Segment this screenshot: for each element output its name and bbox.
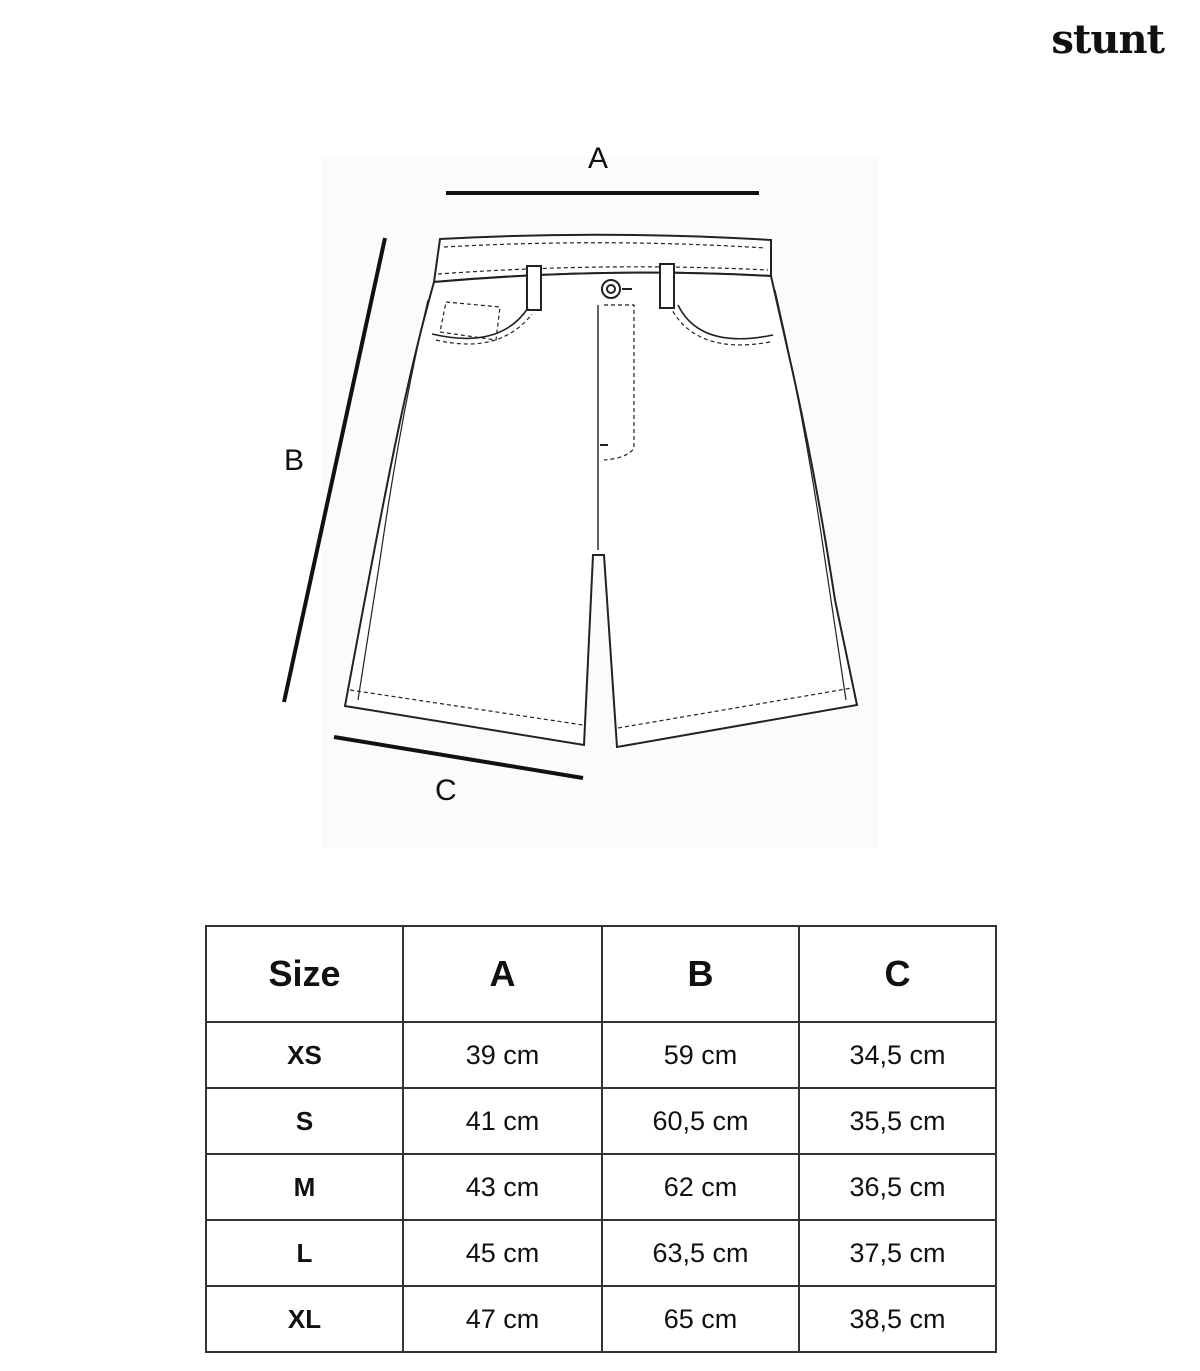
table-row xyxy=(206,1220,996,1286)
measure-a-cell: 39 cm xyxy=(403,1022,602,1088)
table-header-row xyxy=(206,926,996,1022)
measure-b-cell: 60,5 cm xyxy=(602,1088,799,1154)
dimension-label-a: A xyxy=(588,142,609,175)
measure-a-cell: 41 cm xyxy=(403,1088,602,1154)
dimension-label-c: C xyxy=(435,774,457,807)
dimension-label-b: B xyxy=(284,444,305,477)
size-chart-table xyxy=(205,925,997,1353)
measure-c-cell: 35,5 cm xyxy=(799,1088,996,1154)
measure-a-cell: 45 cm xyxy=(403,1220,602,1286)
measure-a-cell: 43 cm xyxy=(403,1154,602,1220)
size-cell: M xyxy=(206,1154,403,1220)
measure-c-cell: 34,5 cm xyxy=(799,1022,996,1088)
measure-c-cell: 38,5 cm xyxy=(799,1286,996,1352)
size-cell: L xyxy=(206,1220,403,1286)
header-size: Size xyxy=(206,926,403,1022)
size-cell: XL xyxy=(206,1286,403,1352)
measure-c-cell: 37,5 cm xyxy=(799,1220,996,1286)
header-c: C xyxy=(799,926,996,1022)
measure-c-cell: 36,5 cm xyxy=(799,1154,996,1220)
measure-b-cell: 63,5 cm xyxy=(602,1220,799,1286)
size-cell: XS xyxy=(206,1022,403,1088)
measure-b-cell: 65 cm xyxy=(602,1286,799,1352)
header-b: B xyxy=(602,926,799,1022)
measure-b-cell: 59 cm xyxy=(602,1022,799,1088)
measure-b-cell: 62 cm xyxy=(602,1154,799,1220)
brand-logo: stunt xyxy=(1051,16,1164,63)
table-row xyxy=(206,1154,996,1220)
size-cell: S xyxy=(206,1088,403,1154)
table-row xyxy=(206,1286,996,1352)
table-row xyxy=(206,1022,996,1088)
header-a: A xyxy=(403,926,602,1022)
measure-a-cell: 47 cm xyxy=(403,1286,602,1352)
table-row xyxy=(206,1088,996,1154)
